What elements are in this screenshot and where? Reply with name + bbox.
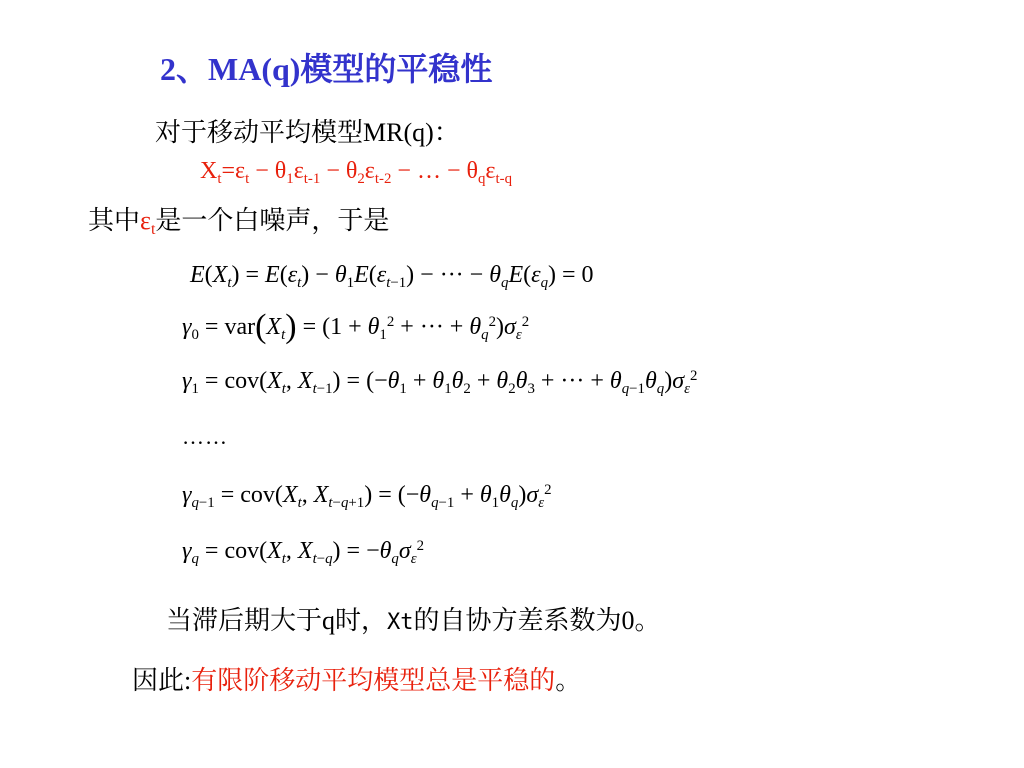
- formula-gamma0: $\gamma_0 = var(X_t) = (1 + \theta_1^2$ + ··· + $\theta_q^2)\sigma_\varepsilon^2$: [182, 308, 530, 345]
- final-prefix: 因此:: [132, 666, 192, 695]
- final-highlight: 有限阶移动平均模型总是平稳的: [191, 666, 556, 695]
- formula-gamma-q-minus-1: $\gamma_{q-1} = cov(X_t$, $X_{t-q+1}) = (-\theta_{q-1} + \theta_1\theta_q)\sigma_\varepsilon^2$: [182, 481, 552, 511]
- epsilon-sub: t: [150, 221, 156, 239]
- conclusion-part1: 当滞后期大于q时，: [166, 606, 388, 635]
- final-statement: [132, 660, 581, 697]
- equation-term: ε: [364, 158, 375, 184]
- intro-text: 对于移动平均模型MR(q)：: [155, 118, 460, 147]
- conclusion-line: [166, 600, 661, 637]
- formula-mean: $E(X_t) = E(\varepsilon_t) - \theta_1E(\varepsilon_{t-1})$ − ··· − $\theta_qE(\varepsilon_q) = 0$: [190, 262, 594, 291]
- conclusion-xt: Xt: [387, 610, 414, 635]
- equation-term: − θ: [249, 158, 287, 184]
- equation-term-sub: 2: [357, 170, 365, 187]
- ma-model-equation: [200, 158, 512, 185]
- page-title: 2、MA(q)模型的平稳性: [160, 51, 493, 87]
- equation-term: − θ: [320, 158, 358, 184]
- equation-lhs-sub: t: [217, 170, 222, 187]
- equation-term: ε: [485, 158, 496, 184]
- final-suffix: 。: [555, 666, 582, 695]
- epsilon-symbol: ε: [140, 206, 151, 235]
- white-noise-line: [88, 200, 389, 237]
- conclusion-part2: 的自协方差系数为0。: [413, 606, 661, 635]
- formula-gamma-q: $\gamma_q = cov(X_t$, $X_{t-q}) = -\theta_q\sigma_\varepsilon^2$: [182, 537, 424, 567]
- where-prefix: 其中: [88, 206, 141, 235]
- equation-term: ε: [235, 158, 246, 184]
- formula-gamma1: $\gamma_1 = cov(X_t$, $X_{t-1}) = (-\theta_1 + \theta_1\theta_2 + \theta_2\theta_3$ + ··· + $\theta_{q-1}\theta_q)\sigma_\varepsilon^2$: [182, 367, 698, 397]
- equation-term-sub: 1: [286, 170, 294, 187]
- equation-term: ε: [293, 158, 304, 184]
- where-suffix: 是一个白噪声，于是: [155, 206, 390, 235]
- equation-term-sub: q: [477, 170, 486, 187]
- equation-term-sub: t-1: [303, 170, 321, 187]
- equation-equals: =: [221, 158, 236, 184]
- equation-lhs: X: [200, 158, 218, 184]
- equation-term: − … − θ: [391, 158, 478, 184]
- equation-term-sub: t-q: [495, 170, 513, 187]
- ellipsis: ……: [182, 424, 228, 449]
- equation-term-sub: t: [245, 170, 250, 187]
- equation-term-sub: t-2: [374, 170, 392, 187]
